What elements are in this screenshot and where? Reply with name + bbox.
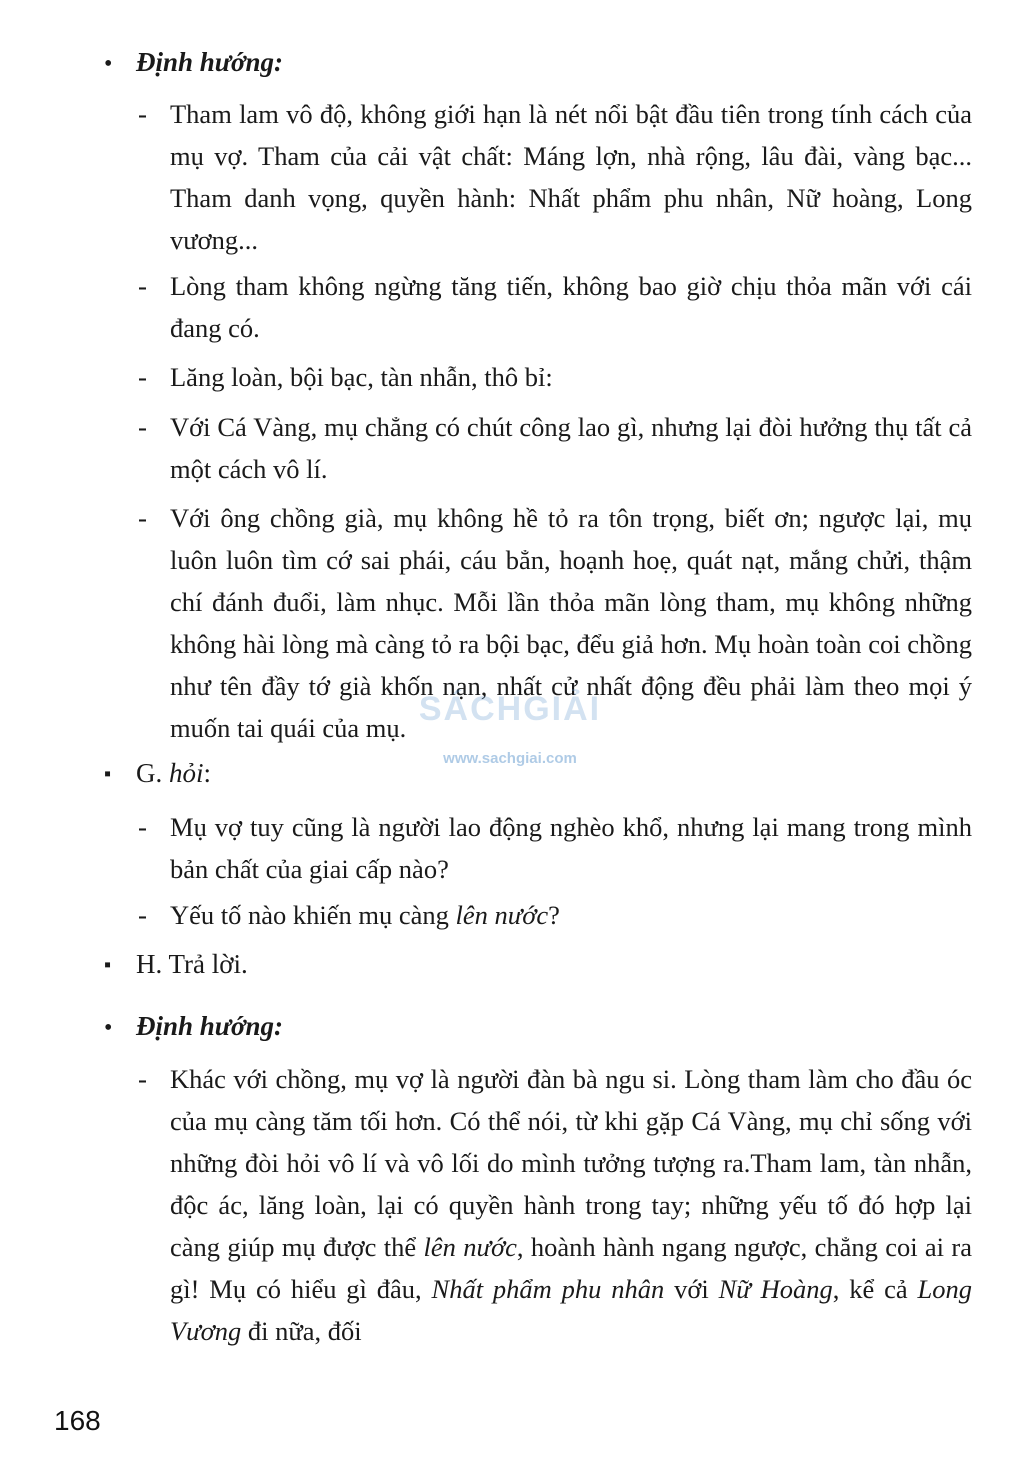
- dash-icon: -: [138, 99, 147, 129]
- page-number: 168: [54, 1405, 101, 1436]
- dash-icon: -: [138, 812, 147, 842]
- list-item: Với Cá Vàng, mụ chẳng có chút công lao gì, nhưng lại đòi hưởng thụ tất cả một cách vô lí.: [170, 412, 972, 484]
- question-label: [136, 757, 211, 789]
- text-run: với: [664, 1274, 719, 1304]
- round-bullet-icon: •: [104, 51, 113, 77]
- dash-icon: -: [138, 1064, 147, 1094]
- list-item: Lòng tham không ngừng tăng tiến, không bao giờ chịu thỏa mãn với cái đang có.: [170, 271, 972, 343]
- section-heading: Định hướng:: [136, 1011, 283, 1041]
- text-run: đi nữa, đối: [241, 1316, 362, 1346]
- question-word: hỏi: [169, 758, 204, 788]
- square-bullet-icon: ▪: [104, 954, 112, 976]
- dash-icon: -: [138, 503, 147, 533]
- dash-icon: -: [138, 412, 147, 442]
- emphasis: Long Vương: [170, 1274, 972, 1346]
- dash-icon: -: [138, 271, 147, 301]
- emphasis: Nhất phẩm phu nhân: [431, 1274, 665, 1304]
- text-run: , hoành hành ngang ngược, chẳng coi ai ra gì! Mụ có hiểu gì đâu,: [170, 1232, 972, 1304]
- list-item: [170, 1058, 972, 1352]
- question-prefix: G.: [136, 758, 163, 788]
- watermark-url: www.sachgiai.com: [443, 750, 577, 767]
- question-emphasis: lên nước: [455, 900, 549, 930]
- list-item: Lăng loàn, bội bạc, tàn nhẫn, thô bỉ:: [170, 362, 553, 392]
- answer-label: H. Trả lời.: [136, 949, 248, 979]
- watermark-logo: SÁCHGIẢI: [418, 690, 602, 728]
- section-heading: Định hướng:: [136, 47, 283, 77]
- list-item: Tham lam vô độ, không giới hạn là nét nổi bật đầu tiên trong tính cách của mụ vợ. Tham của cải vật chất: Máng lợn, nhà rộng, lâu đài, vàng bạc... Tham danh vọng, quyền hành: Nhất phẩm phu nhân, Nữ hoàng, Long vương...: [170, 99, 972, 255]
- question-colon: :: [203, 758, 212, 788]
- dash-icon: -: [138, 362, 147, 392]
- list-item: [170, 894, 972, 936]
- watermark: [410, 680, 610, 780]
- emphasis: lên nước: [423, 1232, 517, 1262]
- list-item: Với ông chồng già, mụ không hề tỏ ra tôn trọng, biết ơn; ngược lại, mụ luôn luôn tìm cớ sai phái, cáu bẳn, hoạnh hoẹ, quát nạt, mắng chửi, thậm chí đánh đuổi, làm nhục. Mỗi lần thỏa mãn lòng tham, mụ không những không hài lòng mà càng tỏ ra bội bạc, đểu giả hơn. Mụ hoàn toàn coi chồng như tên đầy tớ già khốn nạn, nhất cử nhất động đều phải làm theo mọi ý muốn tai quái của mụ.: [170, 503, 972, 743]
- emphasis: Nữ Hoàng: [718, 1274, 833, 1304]
- square-bullet-icon: ▪: [104, 763, 112, 785]
- question-end: ?: [548, 900, 560, 930]
- question-text: Yếu tố nào khiến mụ càng: [170, 900, 456, 930]
- round-bullet-icon: •: [104, 1015, 113, 1041]
- dash-icon: -: [138, 900, 147, 930]
- text-run: , kể cả: [832, 1274, 918, 1304]
- list-item: Mụ vợ tuy cũng là người lao động nghèo khổ, nhưng lại mang trong mình bản chất của giai cấp nào?: [170, 812, 972, 884]
- text-run: Khác với chồng, mụ vợ là người đàn bà ngu si. Lòng tham làm cho đầu óc của mụ càng tăm tối hơn. Có thể nói, từ khi gặp Cá Vàng, mụ chỉ sống với những đòi hỏi vô lí và vô lối do mình tưởng tượng ra.Tham lam, tàn nhẫn, độc ác, lăng loàn, lại có quyền hành trong tay; những yếu tố đó hợp lại càng giúp mụ được thể: [170, 1064, 972, 1262]
